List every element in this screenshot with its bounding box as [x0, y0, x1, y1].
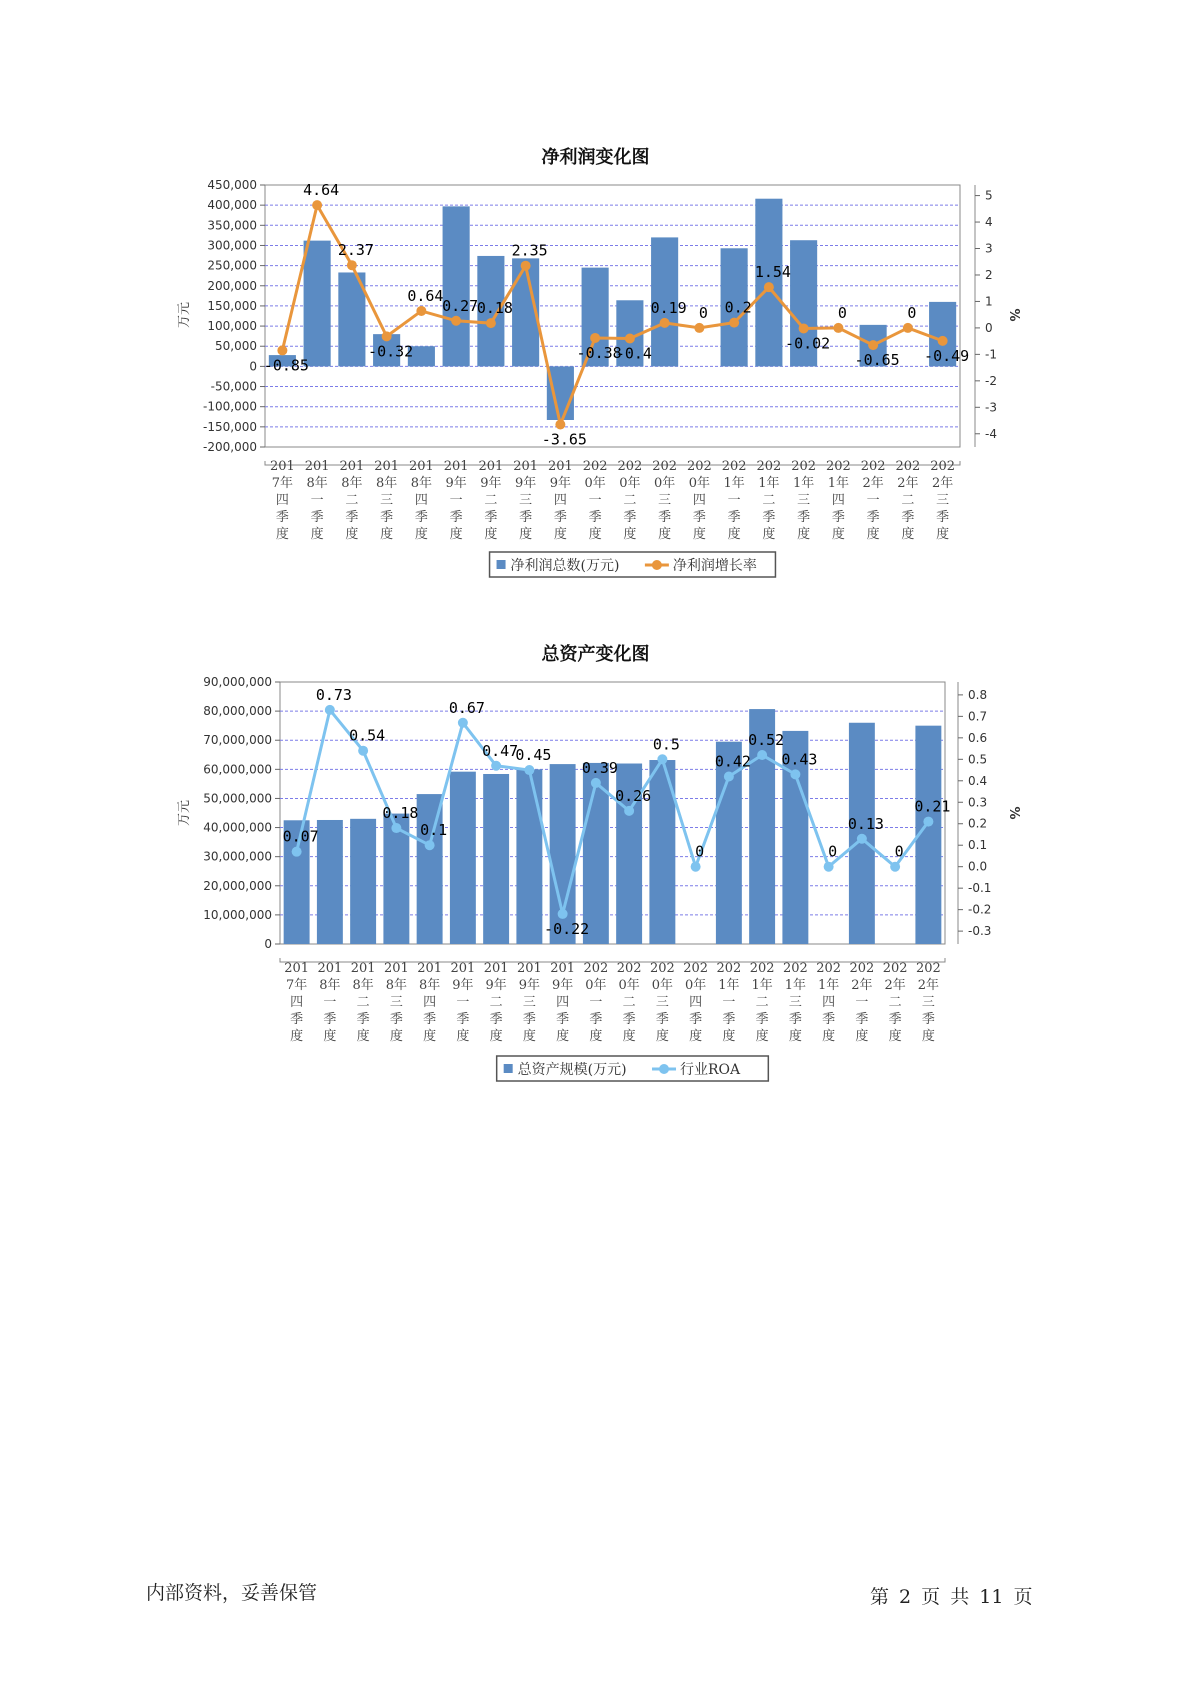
x-tick-label: 202 1年一季度	[721, 459, 747, 542]
legend-bar-label: 净利润总数(万元)	[510, 558, 620, 574]
line-point	[558, 909, 568, 919]
y-tick-label: 0	[249, 359, 257, 374]
x-tick-label: 201 7年四季度	[284, 961, 310, 1044]
data-label: -0.38	[576, 343, 622, 362]
x-axis	[280, 958, 945, 962]
y2-tick-label: 0.8	[968, 687, 988, 702]
x-tick-label: 201 8年二季度	[350, 961, 376, 1044]
line-point	[591, 778, 601, 788]
line-point	[799, 323, 809, 333]
x-tick-label: 202 2年三季度	[930, 459, 956, 542]
y2-axis-title: %	[1006, 806, 1021, 820]
y-tick-label: 250,000	[207, 258, 257, 273]
x-tick-label: 202 1年一季度	[716, 961, 742, 1044]
y-tick-label: 70,000,000	[203, 733, 272, 748]
x-tick-label: 202 1年二季度	[749, 961, 775, 1044]
x-tick-label: 201 8年一季度	[317, 961, 343, 1044]
y2-tick-label: 0.2	[968, 816, 988, 831]
y2-tick-label: 0.5	[968, 752, 988, 767]
data-label: 0.42	[714, 752, 751, 771]
x-tick-label: 201 8年三季度	[383, 961, 409, 1044]
y2-tick-label: 0.4	[968, 773, 988, 788]
data-label: 0	[907, 303, 917, 322]
y-tick-label: 60,000,000	[203, 762, 272, 777]
line-point	[868, 340, 878, 350]
line-point	[555, 420, 565, 430]
line-point	[764, 282, 774, 292]
x-tick-label: 201 9年一季度	[450, 961, 476, 1044]
x-tick-label: 202 2年一季度	[849, 961, 875, 1044]
data-label: -0.49	[924, 346, 970, 365]
total-assets-chart	[0, 637, 1191, 1087]
legend-line-label: 行业ROA	[680, 1062, 741, 1078]
line-point	[425, 840, 435, 850]
line-point	[292, 847, 302, 857]
x-tick-label: 201 8年三季度	[374, 459, 400, 542]
legend-line-marker	[652, 560, 662, 570]
data-label: 0	[695, 842, 705, 861]
y2-tick-label: -1	[985, 347, 997, 362]
line-point	[833, 323, 843, 333]
line-point	[660, 318, 670, 328]
legend-line-label: 净利润增长率	[672, 558, 757, 574]
bar	[849, 723, 875, 944]
line-point	[757, 750, 767, 760]
y2-tick-label: 4	[985, 215, 993, 230]
line-point	[458, 718, 468, 728]
y-tick-label: 40,000,000	[203, 820, 272, 835]
line-point	[923, 817, 933, 827]
line-point	[486, 318, 496, 328]
y2-tick-label: 0.0	[968, 859, 988, 874]
line-point	[657, 754, 667, 764]
data-label: 2.37	[337, 241, 374, 260]
y-tick-label: 20,000,000	[203, 878, 272, 893]
y2-tick-label: -2	[985, 373, 997, 388]
line-point	[625, 333, 635, 343]
x-tick-label: 202 0年二季度	[617, 459, 643, 542]
data-label: 0	[837, 303, 847, 322]
data-label: 0.26	[615, 786, 652, 805]
legend-bar-label: 总资产规模(万元)	[517, 1062, 627, 1078]
y2-tick-label: 0	[985, 320, 993, 335]
x-tick-label: 202 2年二季度	[882, 961, 908, 1044]
x-tick-label: 202 0年三季度	[649, 961, 675, 1044]
line-point	[358, 746, 368, 756]
x-tick-label: 202 0年一季度	[582, 459, 608, 542]
y2-tick-label: 3	[985, 241, 993, 256]
y2-tick-label: 0.7	[968, 709, 988, 724]
line-point	[521, 261, 531, 271]
x-tick-label: 202 2年三季度	[915, 961, 941, 1044]
y2-tick-label: 2	[985, 267, 993, 282]
x-tick-label: 202 0年四季度	[683, 961, 709, 1044]
line-point	[325, 705, 335, 715]
data-label: 1.54	[754, 263, 791, 282]
x-axis	[265, 461, 960, 465]
line-point	[347, 260, 357, 270]
line-point	[624, 806, 634, 816]
chart2-title: 总资产变化图	[541, 644, 650, 665]
y-tick-label: 450,000	[207, 178, 257, 192]
line-point	[277, 345, 287, 355]
legend-bar-swatch	[497, 560, 506, 569]
data-label: 2.35	[511, 241, 548, 260]
line-point	[824, 862, 834, 872]
y-tick-label: 80,000,000	[203, 704, 272, 719]
y-tick-label: 0	[264, 937, 272, 951]
x-tick-label: 201 9年三季度	[513, 459, 539, 542]
x-tick-label: 202 1年三季度	[782, 961, 808, 1044]
y2-tick-label: -3	[985, 400, 997, 415]
line-point	[903, 323, 913, 333]
bar	[450, 772, 476, 944]
data-label: 0.73	[315, 685, 352, 704]
x-tick-label: 201 9年二季度	[483, 961, 509, 1044]
y2-tick-label: 0.1	[968, 838, 988, 853]
data-label: 0.64	[407, 286, 444, 305]
line-point	[524, 765, 534, 775]
data-label: 0	[894, 842, 904, 861]
bar	[443, 206, 470, 366]
bar	[317, 820, 343, 944]
x-tick-label: 201 9年四季度	[550, 961, 576, 1044]
x-tick-label: 201 9年一季度	[443, 459, 469, 542]
y-tick-label: -100,000	[203, 399, 257, 414]
y-tick-label: -200,000	[203, 440, 257, 454]
data-label: -0.32	[368, 342, 414, 361]
legend-bar-swatch	[504, 1064, 513, 1073]
y-tick-label: 300,000	[207, 238, 257, 253]
data-label: 0.45	[515, 746, 552, 765]
x-tick-label: 202 0年二季度	[616, 961, 642, 1044]
y-tick-label: 30,000,000	[203, 849, 272, 864]
plot-area	[265, 185, 960, 447]
line-point	[694, 323, 704, 333]
y-tick-label: 400,000	[207, 198, 257, 213]
x-tick-label: 201 7年四季度	[269, 459, 295, 542]
line-point	[491, 761, 501, 771]
y2-tick-label: 5	[985, 188, 993, 203]
line-point	[391, 823, 401, 833]
data-label: 0.54	[349, 726, 386, 745]
data-label: 0.43	[781, 750, 818, 769]
line-point	[729, 318, 739, 328]
y2-tick-label: 0.3	[968, 795, 988, 810]
x-tick-label: 201 9年四季度	[547, 459, 573, 542]
legend-line-marker	[659, 1064, 669, 1074]
x-tick-label: 202 1年四季度	[825, 459, 851, 542]
line-point	[857, 834, 867, 844]
data-label: 0	[828, 842, 838, 861]
data-label: 0.39	[581, 758, 618, 777]
x-tick-label: 202 2年二季度	[895, 459, 921, 542]
net-profit-chart	[0, 140, 1191, 585]
y2-tick-label: -0.2	[968, 902, 992, 917]
line-point	[938, 336, 948, 346]
x-tick-label: 201 8年二季度	[339, 459, 365, 542]
data-label: -0.65	[854, 351, 900, 370]
data-label: 0.21	[914, 797, 951, 816]
x-tick-label: 202 0年三季度	[652, 459, 678, 542]
y-tick-label: 100,000	[207, 319, 257, 334]
y2-tick-label: -0.3	[968, 924, 992, 939]
data-label: 0.27	[442, 296, 479, 315]
data-label: 0.67	[448, 698, 485, 717]
line-point	[724, 771, 734, 781]
bar	[304, 241, 331, 367]
x-tick-label: 202 0年一季度	[583, 961, 609, 1044]
y2-tick-label: 0.6	[968, 730, 988, 745]
y2-tick-label: -4	[985, 426, 997, 441]
line-point	[416, 306, 426, 316]
data-label: -0.85	[263, 356, 309, 375]
bar	[483, 774, 509, 944]
x-tick-label: 201 8年四季度	[408, 459, 434, 542]
x-tick-label: 201 8年四季度	[417, 961, 443, 1044]
data-label: -0.02	[785, 334, 831, 353]
data-label: 0.19	[650, 298, 687, 317]
x-tick-label: 202 0年四季度	[686, 459, 712, 542]
x-tick-label: 202 1年三季度	[791, 459, 817, 542]
y-tick-label: 50,000,000	[203, 791, 272, 806]
line-point	[890, 862, 900, 872]
y-tick-label: 350,000	[207, 218, 257, 233]
x-tick-label: 202 2年一季度	[860, 459, 886, 542]
data-label: 0.18	[382, 804, 419, 823]
data-label: 0.2	[724, 298, 752, 317]
y-tick-label: 150,000	[207, 298, 257, 313]
x-tick-label: 201 8年一季度	[304, 459, 330, 542]
y2-tick-label: 1	[985, 294, 993, 309]
bar	[350, 819, 376, 944]
data-label: 4.64	[303, 181, 340, 200]
chart1-title: 净利润变化图	[541, 147, 650, 168]
data-label: 0.13	[847, 814, 884, 833]
bar	[516, 769, 542, 944]
line-point	[790, 769, 800, 779]
y-tick-label: 90,000,000	[203, 675, 272, 689]
y2-axis-title: %	[1006, 308, 1021, 322]
x-tick-label: 202 1年四季度	[816, 961, 842, 1044]
y-tick-label: 200,000	[207, 278, 257, 293]
data-label: -3.65	[541, 430, 587, 449]
data-label: 0.47	[482, 741, 519, 760]
y-tick-label: 10,000,000	[203, 907, 272, 922]
y-axis-title: 万元	[177, 301, 192, 329]
plot-area	[280, 682, 945, 944]
line-point	[382, 331, 392, 341]
y-tick-label: -50,000	[210, 379, 257, 394]
x-tick-label: 201 9年二季度	[478, 459, 504, 542]
footer-confidential: 内部资料，妥善保管	[146, 1582, 318, 1604]
data-label: 0.18	[476, 299, 513, 318]
data-label: 0.5	[652, 735, 680, 754]
data-label: -0.4	[615, 344, 652, 363]
data-label: 0.07	[282, 827, 319, 846]
data-label: 0	[698, 303, 708, 322]
line-point	[590, 333, 600, 343]
y-axis-title: 万元	[177, 799, 192, 827]
x-tick-label: 201 9年三季度	[516, 961, 542, 1044]
y-tick-label: -150,000	[203, 419, 257, 434]
line-point	[691, 862, 701, 872]
data-label: 0.52	[748, 731, 785, 750]
y2-tick-label: -0.1	[968, 881, 992, 896]
data-label: 0.1	[420, 821, 448, 840]
data-label: -0.22	[544, 919, 590, 938]
x-tick-label: 202 1年二季度	[756, 459, 782, 542]
line-point	[451, 316, 461, 326]
y-tick-label: 50,000	[215, 339, 257, 354]
line-point	[312, 200, 322, 210]
footer-page-number: 第 2 页 共 11 页	[870, 1586, 1033, 1608]
